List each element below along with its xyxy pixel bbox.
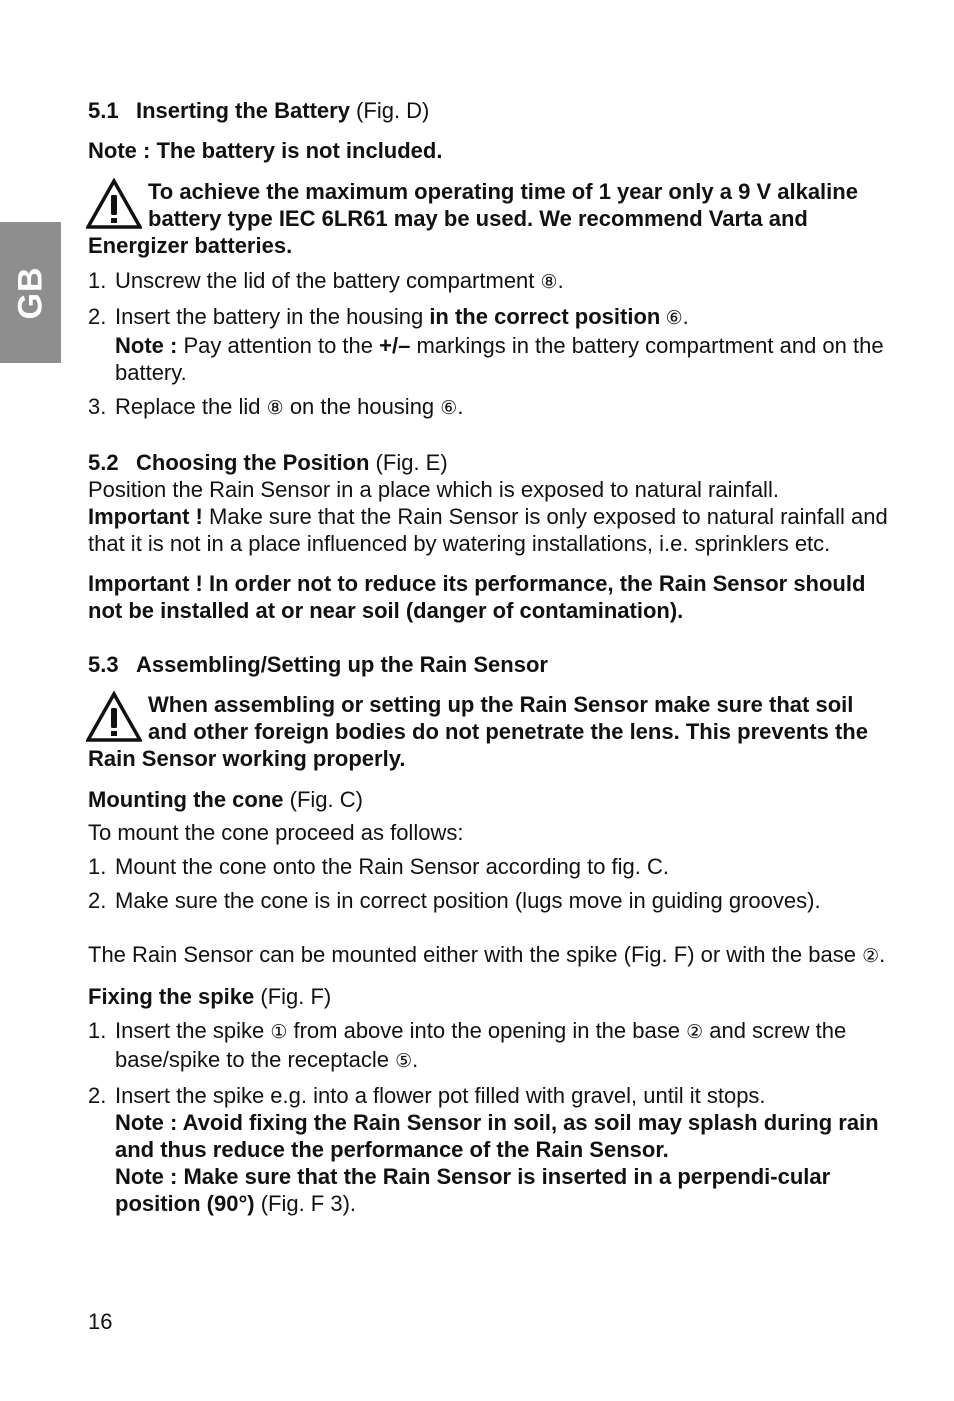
- section-title: Choosing the Position: [136, 450, 370, 475]
- step-number: 1.: [88, 268, 107, 293]
- note-text: Note : Make sure that the Rain Sensor is inserted in a perpendi-cular position (90°): [115, 1164, 831, 1216]
- step-text: and screw the base/spike to the receptacle: [115, 1018, 847, 1072]
- battery-steps: [88, 267, 888, 422]
- cone-steps: [88, 853, 888, 914]
- step-text: from above into the opening in the base: [287, 1018, 687, 1043]
- list-item: [88, 853, 888, 880]
- mounting-end: .: [879, 942, 886, 967]
- important-text: Make sure that the Rain Sensor is only exposed to natural rainfall and that it is not in a place influenced by watering installations, i.e. sprinklers etc.: [88, 504, 888, 556]
- step-number: 2.: [88, 1083, 107, 1108]
- step-text: Insert the spike e.g. into a flower pot filled with gravel, until it stops.: [115, 1083, 766, 1108]
- spike-steps: [88, 1017, 888, 1217]
- figure-ref: (Fig. F): [254, 984, 332, 1009]
- soil-warning-paragraph: Important ! In order not to reduce its performance, the Rain Sensor should not be installed at or near soil (danger of contamination).: [88, 571, 866, 623]
- cone-title: Mounting the cone: [88, 787, 284, 812]
- list-item: [88, 303, 888, 386]
- step-number: 2.: [88, 888, 107, 913]
- callout-number: ⑥: [660, 308, 683, 329]
- spike-heading: [88, 983, 888, 1010]
- list-item: [88, 1082, 888, 1217]
- step-number: 1.: [88, 1018, 107, 1043]
- assembly-warning: [88, 691, 888, 772]
- step-text: Mount the cone onto the Rain Sensor according to fig. C.: [115, 854, 669, 879]
- cone-heading: [88, 786, 888, 813]
- figure-ref: (Fig. C): [283, 787, 363, 812]
- list-item: [88, 393, 888, 422]
- mounting-text: The Rain Sensor can be mounted either with the spike (Fig. F) or with the base: [88, 942, 863, 967]
- section-number: 5.2: [88, 450, 119, 475]
- cone-intro: To mount the cone proceed as follows:: [88, 820, 464, 845]
- mounting-paragraph: [88, 941, 888, 970]
- section-title: Inserting the Battery: [136, 98, 350, 123]
- section-5-1-heading: [88, 97, 888, 124]
- figure-ref: (Fig. D): [349, 98, 430, 123]
- note-label: Note :: [115, 333, 178, 358]
- polarity-mark: +/–: [379, 333, 411, 358]
- list-item: [88, 267, 888, 296]
- section-number: 5.1: [88, 98, 119, 123]
- step-text: Insert the battery in the housing: [115, 304, 430, 329]
- step-number: 3.: [88, 394, 107, 419]
- assembly-warning-text: When assembling or setting up the Rain Sensor make sure that soil and other foreign bodies do not penetrate the lens. This prevents the Rain Sensor working properly.: [88, 692, 868, 771]
- section-number: 5.3: [88, 652, 119, 677]
- callout-number: ⑥: [440, 398, 458, 419]
- list-item: [88, 887, 888, 914]
- battery-warning: [88, 178, 888, 259]
- important-paragraph: [88, 503, 888, 557]
- step-end: .: [557, 268, 564, 293]
- page-content: [88, 97, 888, 1217]
- step-text: Unscrew the lid of the battery compartment: [115, 268, 541, 293]
- callout-number: ①: [270, 1022, 288, 1043]
- step-end: .: [457, 394, 464, 419]
- step-text: Insert the spike: [115, 1018, 271, 1043]
- section-5-2-heading: [88, 449, 888, 476]
- note-text: Pay attention to the: [177, 333, 380, 358]
- list-item: [88, 1017, 888, 1075]
- language-tab: [0, 222, 61, 363]
- step-number: 1.: [88, 854, 107, 879]
- callout-number: ②: [686, 1022, 704, 1043]
- page-number: 16: [88, 1309, 113, 1334]
- important-label: Important !: [88, 504, 203, 529]
- step-emphasis: in the correct position: [429, 304, 661, 329]
- language-tab-label: GB: [11, 266, 49, 319]
- figure-ref: (Fig. E): [369, 450, 448, 475]
- note-text: Note : Avoid fixing the Rain Sensor in soil, as soil may splash during rain and thus reduce the performance of the Rain Sensor.: [115, 1110, 879, 1162]
- position-paragraph: Position the Rain Sensor in a place which is exposed to natural rainfall.: [88, 477, 779, 502]
- warning-triangle-icon: [86, 178, 142, 230]
- note-text: markings in the battery compartment and on the battery.: [115, 333, 884, 385]
- step-text: on the housing: [283, 394, 441, 419]
- step-number: 2.: [88, 304, 107, 329]
- battery-note: Note : The battery is not included.: [88, 138, 443, 163]
- step-text: Replace the lid: [115, 394, 267, 419]
- step-end: .: [412, 1047, 419, 1072]
- step-end: .: [682, 304, 689, 329]
- warning-triangle-icon: [86, 691, 142, 743]
- step-text: Make sure the cone is in correct position (lugs move in guiding grooves).: [115, 888, 821, 913]
- callout-number: ⑧: [540, 272, 558, 293]
- callout-number: ⑤: [395, 1051, 413, 1072]
- spike-title: Fixing the spike: [88, 984, 255, 1009]
- section-title: Assembling/Setting up the Rain Sensor: [136, 652, 548, 677]
- section-5-3-heading: [88, 651, 888, 678]
- battery-warning-text: To achieve the maximum operating time of 1 year only a 9 V alkaline battery type IEC 6LR61 may be used. We recommend Varta and Energizer batteries.: [88, 179, 858, 258]
- callout-number: ⑧: [266, 398, 284, 419]
- figure-ref: (Fig. F 3).: [254, 1191, 357, 1216]
- callout-number: ②: [862, 946, 880, 967]
